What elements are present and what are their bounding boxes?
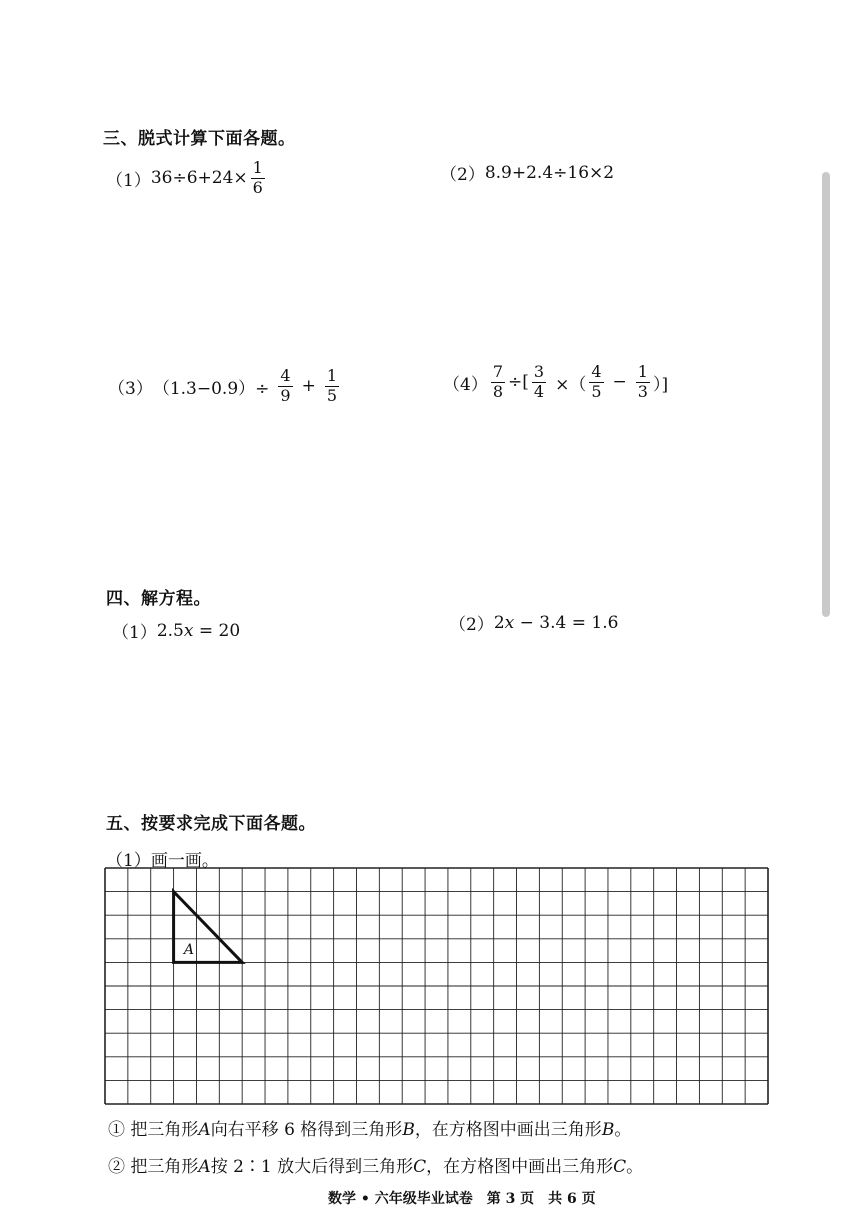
equation-rest: − 3.4 = 1.6 <box>514 612 619 633</box>
fraction <box>251 160 265 197</box>
instruction-var: C <box>413 1157 427 1177</box>
instruction-var: B <box>601 1120 615 1140</box>
fraction <box>532 364 546 401</box>
q-label: （4） <box>443 374 488 395</box>
instruction-1 <box>108 1115 631 1140</box>
instruction-text: 。 <box>626 1157 644 1177</box>
instruction-text: 把三角形 <box>130 1157 199 1177</box>
page-footer: 数学 • 六年级毕业试卷 第 3 页 共 6 页 <box>328 1191 596 1207</box>
fraction-numerator: 4 <box>280 366 291 385</box>
fraction-numerator: 7 <box>492 362 504 381</box>
subquestion-5-1: （1）画一画。 <box>106 851 219 871</box>
fraction <box>636 364 650 401</box>
question-3-1 <box>106 160 268 197</box>
instruction-text: 把三角形 <box>130 1120 199 1140</box>
question-4-2 <box>449 610 618 635</box>
section-4-title: 四、解方程。 <box>106 589 211 609</box>
instruction-text: 向右平移 6 格得到三角形 <box>210 1120 403 1140</box>
q-label: （3） <box>108 378 153 399</box>
triangle-a-label: A <box>183 942 194 959</box>
equation-variable: x <box>183 620 194 641</box>
scrollbar[interactable] <box>822 172 830 617</box>
q-expression: 8.9+2.4÷16×2 <box>484 162 615 183</box>
equation-coefficient: 2.5 <box>156 620 184 641</box>
instruction-text: ，在方格图中画出三角形 <box>426 1157 614 1177</box>
equation-rest: = 20 <box>193 620 241 641</box>
instruction-mark: ② <box>108 1157 125 1177</box>
question-3-4 <box>443 364 668 401</box>
closing-brackets: ）] <box>652 374 669 395</box>
operator-plus: + <box>301 376 316 397</box>
instruction-var: C <box>613 1157 627 1177</box>
instruction-var: B <box>402 1120 415 1140</box>
question-3-3 <box>108 368 342 405</box>
q-label: （2） <box>449 615 494 635</box>
instruction-text: 。 <box>614 1120 632 1140</box>
grid-lines <box>105 868 768 1104</box>
fraction <box>589 364 603 401</box>
q-label: （1） <box>106 170 151 191</box>
section-5-title: 五、按要求完成下面各题。 <box>106 814 316 834</box>
fraction-denominator: 3 <box>637 381 648 401</box>
fraction-numerator: 1 <box>637 362 648 381</box>
equation-variable: x <box>504 612 515 633</box>
q-expression: 36÷6+24× <box>150 168 248 189</box>
instruction-2 <box>108 1152 643 1177</box>
fraction <box>278 368 292 405</box>
fraction-denominator: 5 <box>326 385 338 405</box>
operator-minus: − <box>612 372 627 393</box>
fraction-denominator: 6 <box>252 177 263 197</box>
fraction-denominator: 4 <box>533 381 545 401</box>
equation-coefficient: 2 <box>493 612 505 633</box>
fraction-denominator: 5 <box>591 381 602 401</box>
fraction-denominator: 9 <box>280 385 291 405</box>
instruction-mark: ① <box>108 1120 125 1140</box>
instruction-var: A <box>198 1157 211 1177</box>
operator-times: ×（ <box>555 374 587 395</box>
fraction <box>491 364 505 401</box>
section-3-title: 三、脱式计算下面各题。 <box>103 129 296 149</box>
grid-paper <box>104 867 769 1105</box>
instruction-text: 按 2∶1 放大后得到三角形 <box>210 1157 414 1177</box>
fraction-numerator: 1 <box>326 366 338 385</box>
instruction-text: ，在方格图中画出三角形 <box>414 1120 602 1140</box>
fraction-numerator: 1 <box>252 158 263 177</box>
q-expression: （1.3−0.9）÷ <box>152 378 270 399</box>
fraction <box>325 368 339 405</box>
question-3-2 <box>440 160 614 185</box>
operator-divide: ÷[ <box>508 372 529 393</box>
instruction-var: A <box>198 1120 211 1140</box>
q-label: （2） <box>440 165 485 185</box>
question-4-1 <box>112 618 240 643</box>
fraction-denominator: 8 <box>492 381 504 401</box>
q-label: （1） <box>112 623 157 643</box>
fraction-numerator: 3 <box>533 362 545 381</box>
fraction-numerator: 4 <box>591 362 602 381</box>
